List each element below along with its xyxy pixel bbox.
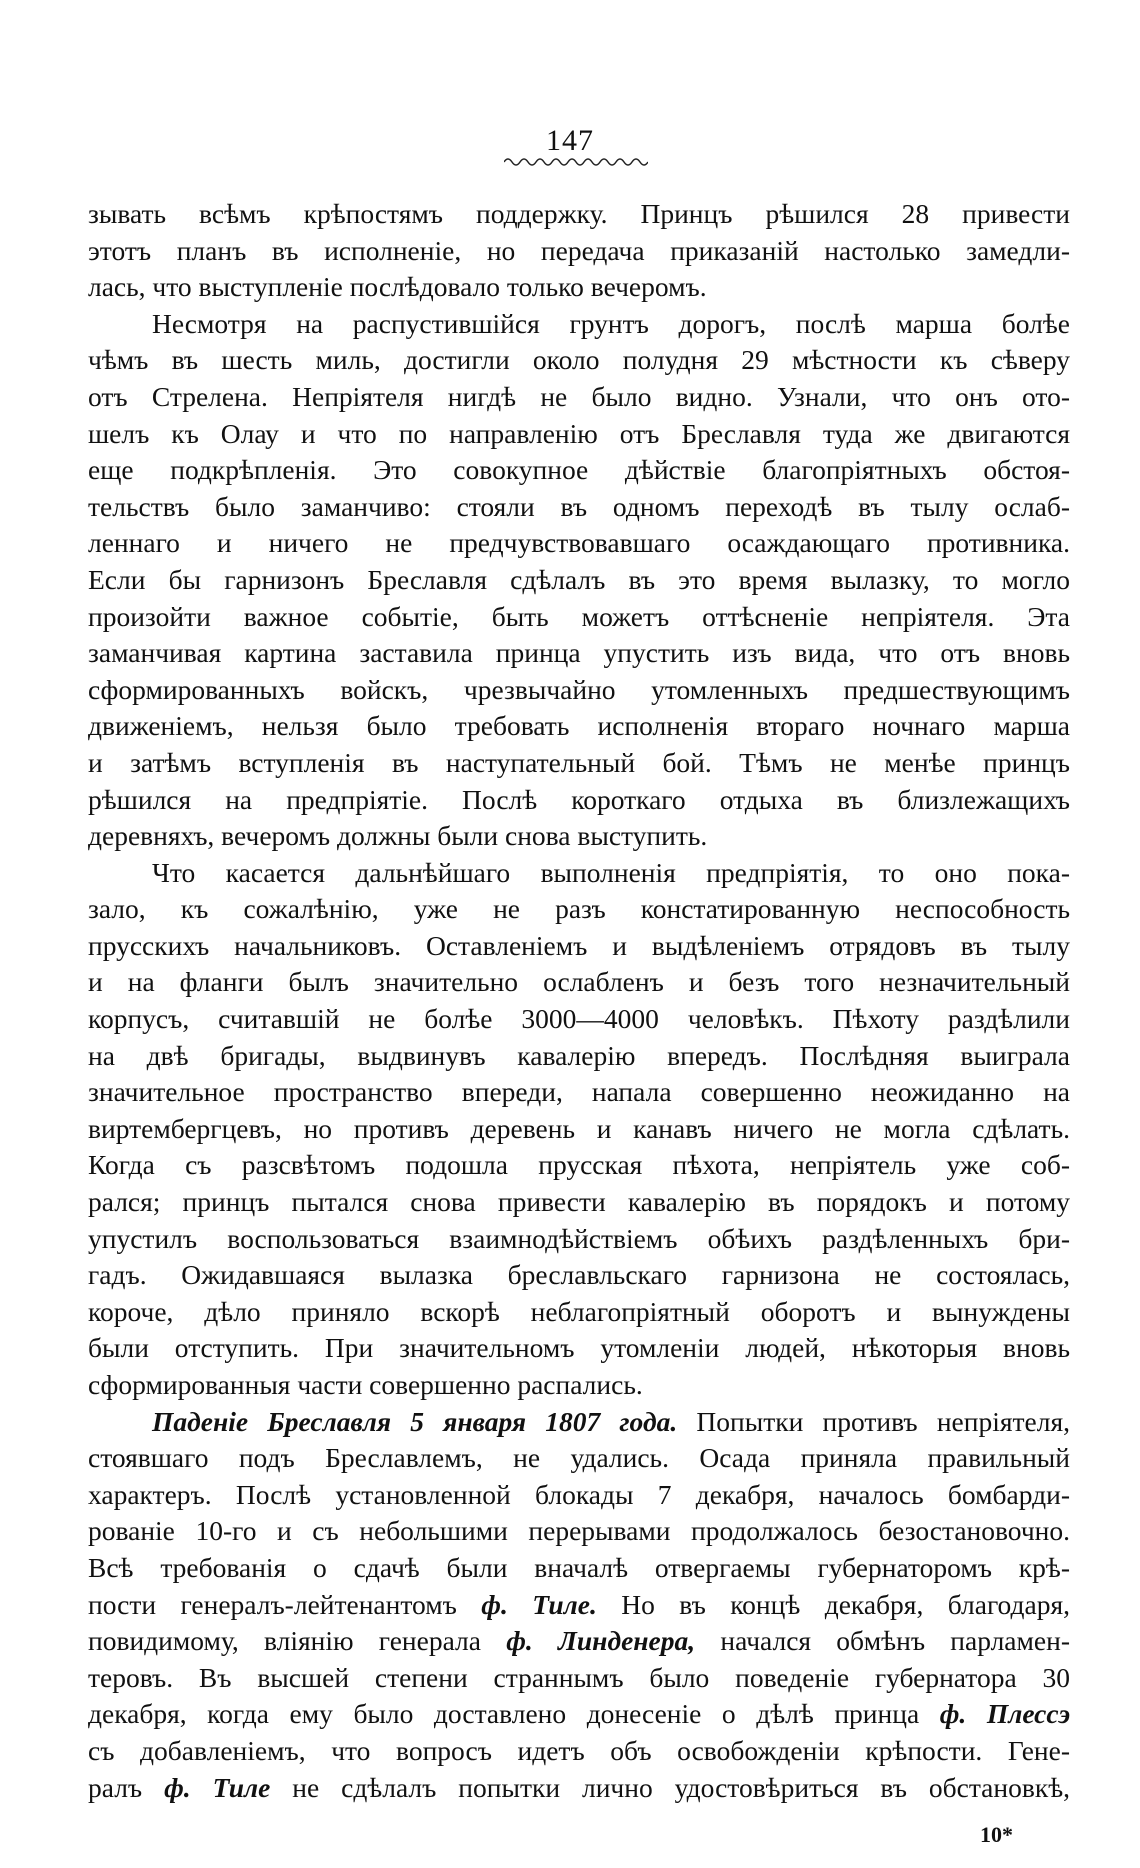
text-line: съ добавленіемъ, что вопросъ идетъ объ освобожденіи крѣпости. Гене- bbox=[88, 1734, 1070, 1766]
text-line: Что касается дальнѣйшаго выполненія предпріятія, то оно пока- bbox=[152, 856, 1070, 888]
text-line: леннаго и ничего не предчувствовавшаго осаждающаго противника. bbox=[88, 527, 1070, 559]
page-text bbox=[88, 196, 1070, 1806]
page-number: 147 bbox=[546, 124, 594, 157]
paragraph bbox=[88, 306, 1070, 855]
text-line: гадъ. Ожидавшаяся вылазка бреславльскаго гарнизона не состоялась, bbox=[88, 1259, 1070, 1291]
text-line: рованіе 10-го и съ небольшими перерывами продолжалось безостановочно. bbox=[88, 1515, 1070, 1547]
text-line: зало, къ сожалѣнію, уже не разъ констатированную неспособность bbox=[88, 893, 1070, 925]
text-span: повидимому, вліянію генерала bbox=[88, 1625, 481, 1657]
text-line: произойти важное событіе, быть можетъ оттѣсненіе непріятеля. Эта bbox=[88, 600, 1070, 632]
text-line: зывать всѣмъ крѣпостямъ поддержку. Принцъ рѣшился 28 привести bbox=[88, 198, 1070, 229]
text-line: отъ Стрелена. Непріятеля нигдѣ не было видно. Узнали, что онъ ото- bbox=[88, 380, 1070, 412]
text-line: шелъ къ Олау и что по направленію отъ Бреславля туда же двигаются bbox=[88, 417, 1070, 449]
text-span: не сдѣлалъ попытки лично удостовѣриться въ обстановкѣ, bbox=[270, 1771, 1070, 1803]
text-line: Несмотря на распустившійся грунтъ дорогъ, послѣ марша болѣе bbox=[152, 307, 1070, 339]
text-line: деревняхъ, вечеромъ должны были снова выступить. bbox=[88, 820, 708, 852]
text-line: Если бы гарнизонъ Бреславля сдѣлалъ въ это время вылазку, то могло bbox=[88, 563, 1070, 595]
text-line: характеръ. Послѣ установленной блокады 7 декабря, началось бомбарди- bbox=[88, 1478, 1070, 1510]
text-line: сформированныя части совершенно распались. bbox=[88, 1369, 643, 1400]
person-name: ф. Тиле. bbox=[481, 1588, 597, 1620]
text-line: заманчивая картина заставила принца упустить изъ вида, что отъ вновь bbox=[88, 637, 1070, 669]
text-line: прусскихъ начальниковъ. Оставленіемъ и выдѣленіемъ отрядовъ въ тылу bbox=[88, 929, 1070, 961]
text-line: этотъ планъ въ исполненіе, но передача приказаній настолько замедли- bbox=[88, 234, 1070, 266]
text-line: упустилъ воспользоваться взаимнодѣйствіемъ обѣихъ раздѣленныхъ бри- bbox=[88, 1222, 1070, 1254]
text-span: Но въ концѣ декабря, благодаря, bbox=[596, 1588, 1070, 1620]
text-line: рался; принцъ пытался снова привести кавалерію въ порядокъ и потому bbox=[88, 1186, 1070, 1218]
text-line: движеніемъ, нельзя было требовать исполненія втораго ночнаго марша bbox=[88, 710, 1070, 742]
text-line: Когда съ разсвѣтомъ подошла прусская пѣхота, непріятель уже соб- bbox=[88, 1149, 1070, 1181]
text-line: корпусъ, считавшій не болѣе 3000—4000 человѣкъ. Пѣхоту раздѣлили bbox=[88, 1003, 1070, 1035]
text-line: и затѣмъ вступленія въ наступательный бой. Тѣмъ не менѣе принцъ bbox=[88, 746, 1070, 778]
text-line: были отступить. При значительномъ утомленіи людей, нѣкоторыя вновь bbox=[88, 1332, 1070, 1364]
text-span: декабря, когда ему было доставлено донесеніе о дѣлѣ принца bbox=[88, 1698, 920, 1730]
text-span: начался обмѣнъ парламен- bbox=[695, 1625, 1070, 1657]
text-line: рѣшился на предпріятіе. Послѣ короткаго отдыха въ близлежащихъ bbox=[88, 783, 1070, 815]
text-span: ралъ bbox=[88, 1771, 143, 1803]
text-line: значительное пространство впереди, напала совершенно неожиданно на bbox=[88, 1076, 1070, 1108]
section-heading: Паденіе Бреславля 5 января 1807 года. bbox=[152, 1405, 678, 1437]
text-line: сформированныхъ войскъ, чрезвычайно утомленныхъ предшествующимъ bbox=[88, 673, 1070, 705]
text-line: и на фланги былъ значительно ослабленъ и безъ того незначительный bbox=[88, 966, 1070, 998]
person-name: ф. Плессэ bbox=[939, 1698, 1071, 1730]
text-line bbox=[88, 1623, 1070, 1660]
text-line: на двѣ бригады, выдвинувъ кавалерію впередъ. Послѣдняя выиграла bbox=[88, 1039, 1070, 1071]
person-name: ф. Тиле bbox=[164, 1771, 271, 1803]
paragraph bbox=[88, 855, 1070, 1404]
text-line: еще подкрѣпленія. Это совокупное дѣйствіе благопріятныхъ обстоя- bbox=[88, 454, 1070, 486]
text-span: пости генералъ-лейтенантомъ bbox=[88, 1588, 457, 1620]
text-line: чѣмъ въ шесть миль, достигли около полудня 29 мѣстности къ сѣверу bbox=[88, 344, 1070, 376]
signature-mark: 10* bbox=[980, 1822, 1013, 1847]
text-line bbox=[88, 1404, 1070, 1441]
text-line: лась, что выступленіе послѣдовало только вечеромъ. bbox=[88, 271, 707, 303]
paragraph bbox=[88, 1404, 1070, 1807]
text-line bbox=[88, 1770, 1070, 1807]
paragraph bbox=[88, 196, 1070, 306]
text-line: виртембергцевъ, но противъ деревень и канавъ ничего не могла сдѣлать. bbox=[88, 1112, 1070, 1144]
text-line: короче, дѣло приняло вскорѣ неблагопріятный оборотъ и вынуждены bbox=[88, 1295, 1070, 1327]
wavy-ornament-icon bbox=[504, 156, 648, 168]
text-line: тельствъ было заманчиво: стояли въ одномъ переходѣ въ тылу ослаб- bbox=[88, 490, 1070, 522]
text-line: стоявшаго подъ Бреславлемъ, не удались. Осада приняла правильный bbox=[88, 1442, 1070, 1474]
text-line bbox=[88, 1587, 1070, 1624]
person-name: ф. Линденера, bbox=[506, 1625, 696, 1657]
text-line: теровъ. Въ высшей степени страннымъ было поведеніе губернатора 30 bbox=[88, 1661, 1070, 1693]
text-line: Всѣ требованія о сдачѣ были вначалѣ отвергаемы губернаторомъ крѣ- bbox=[88, 1551, 1070, 1583]
text-span: Попытки противъ непріятеля, bbox=[677, 1405, 1070, 1437]
text-line bbox=[88, 1696, 1070, 1733]
